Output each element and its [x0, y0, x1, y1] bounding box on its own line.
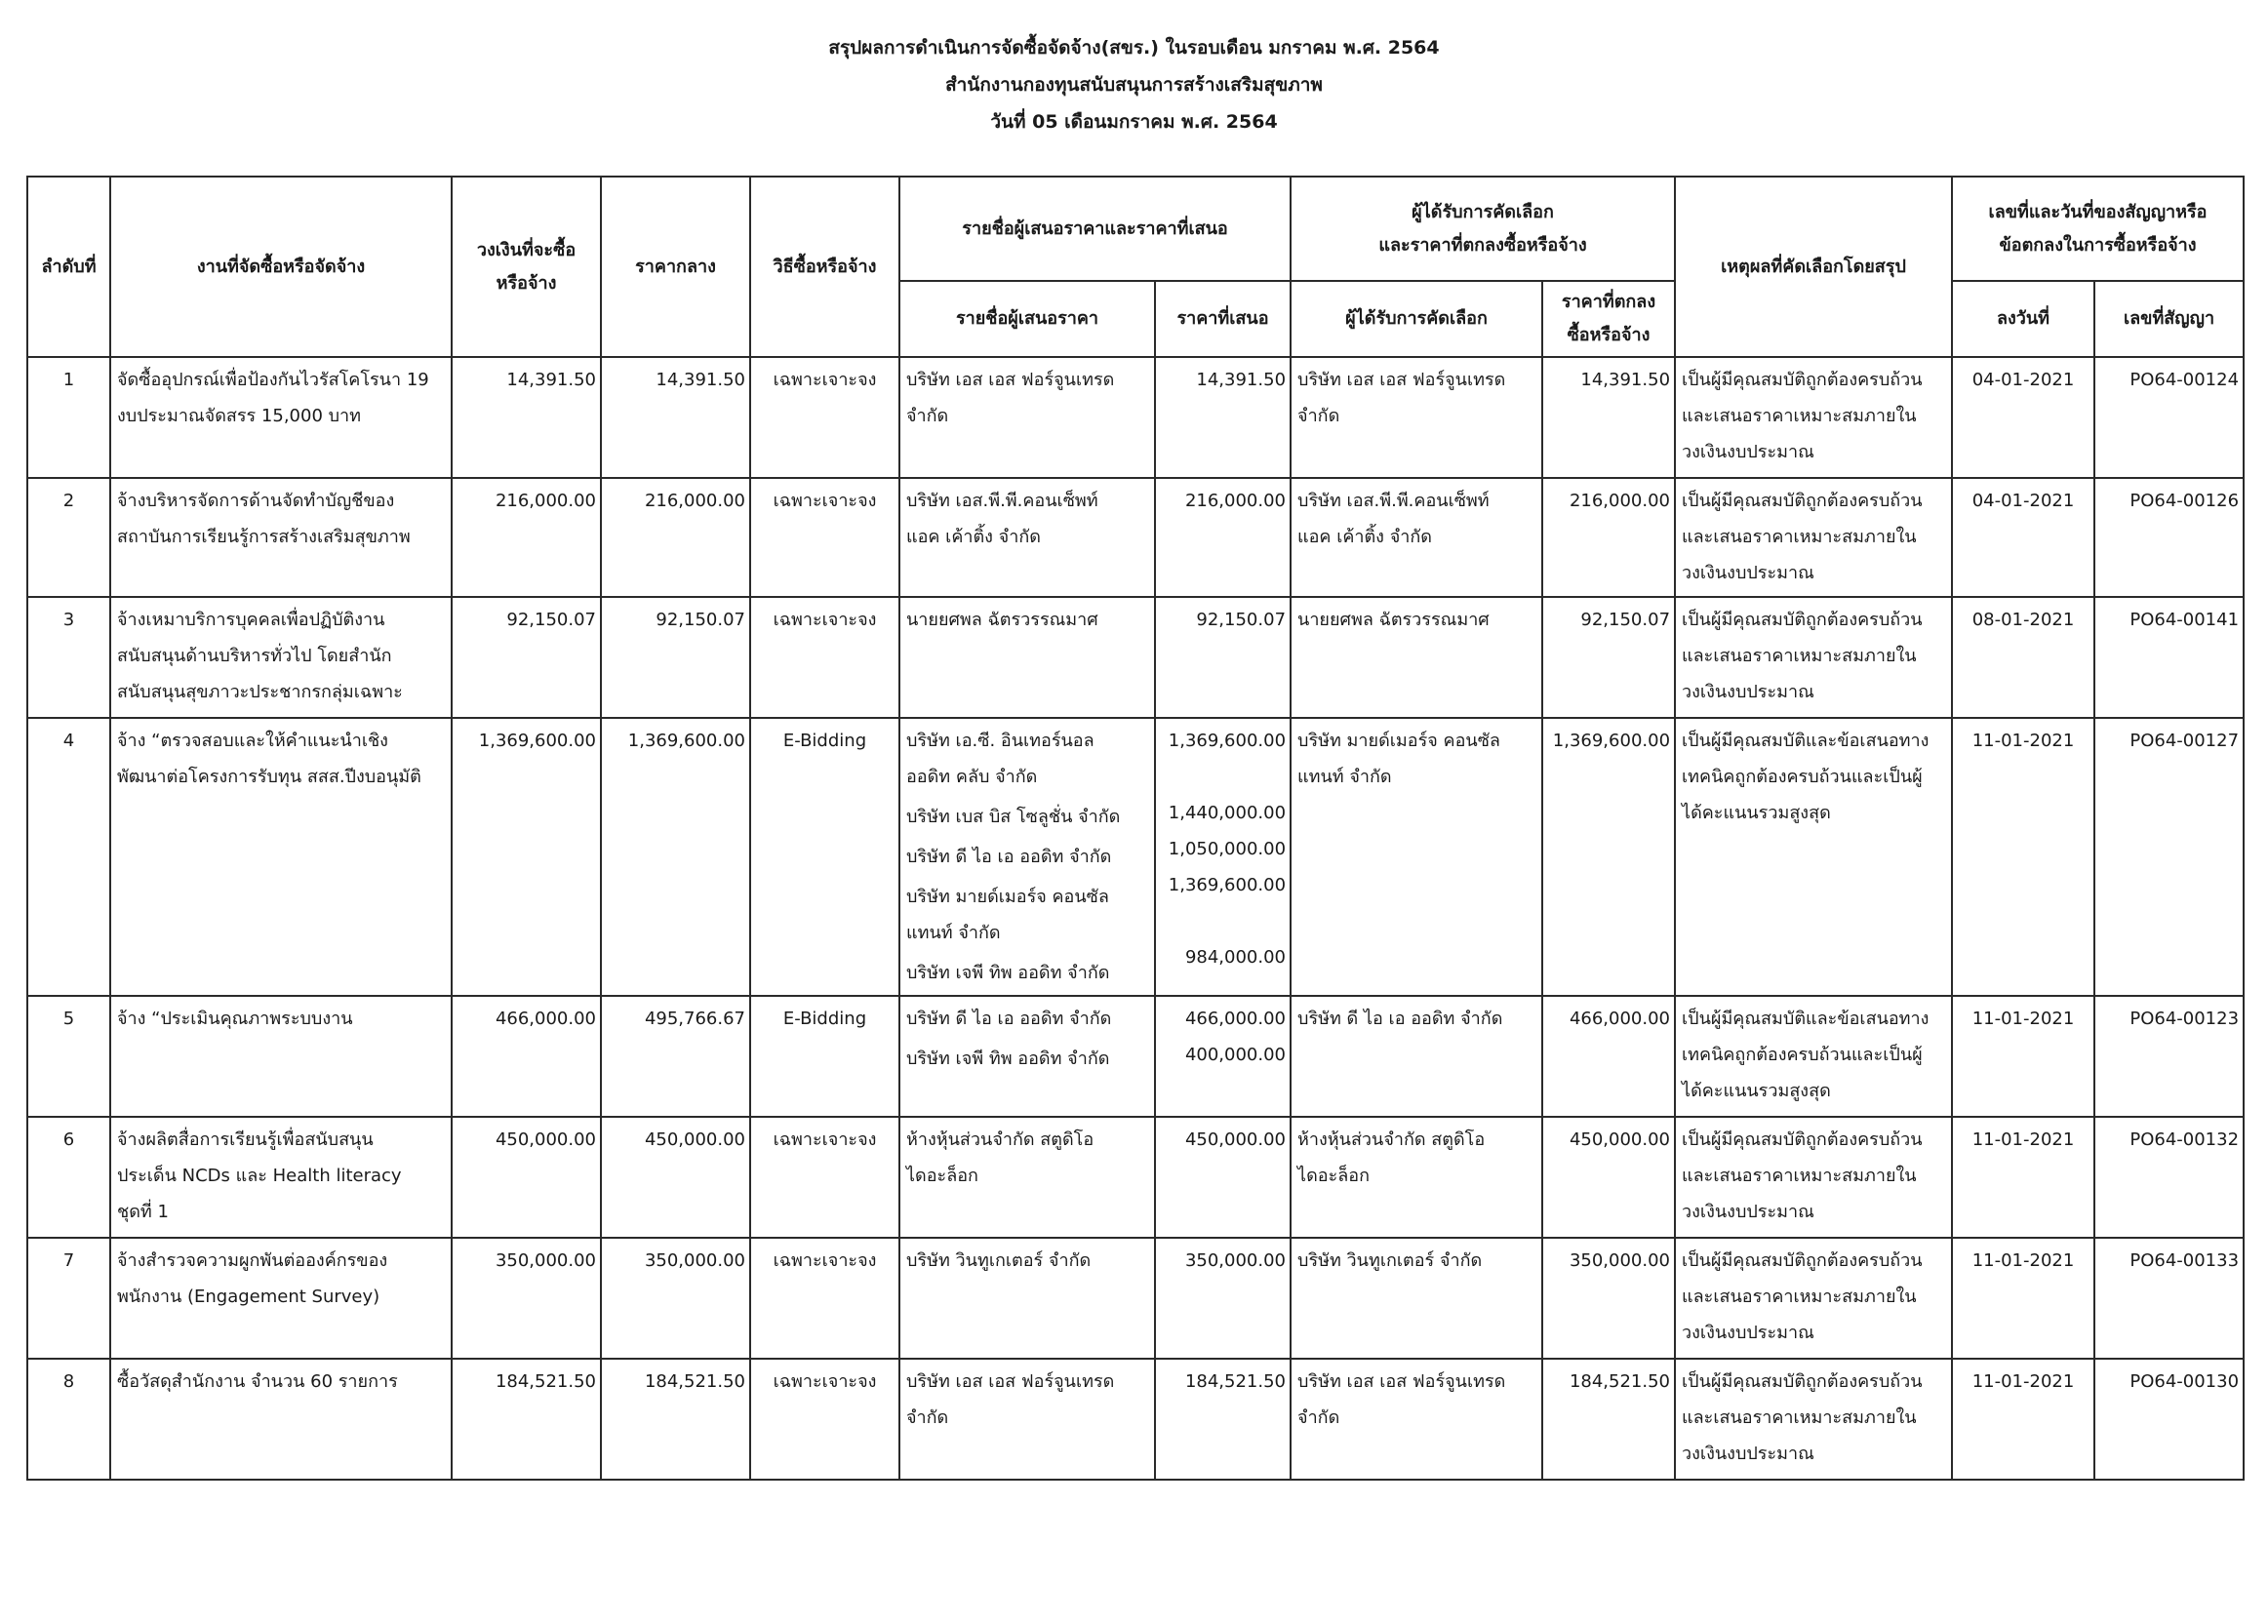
- cell-reason-line: เป็นผู้มีคุณสมบัติถูกต้องครบถ้วน: [1682, 610, 1923, 630]
- cell-reason-line: และเสนอราคาเหมาะสมภายใน: [1682, 1166, 1917, 1186]
- cell-bid-prices: [1155, 1238, 1291, 1359]
- cell-reason-line: เป็นผู้มีคุณสมบัติถูกต้องครบถ้วน: [1682, 1250, 1923, 1271]
- cell-work: [110, 1359, 452, 1480]
- cell-median-price: 1,369,600.00: [601, 718, 750, 996]
- header-work: งานที่จัดซื้อหรือจัดจ้าง: [110, 177, 452, 357]
- bidder-entry: [906, 1122, 1148, 1194]
- cell-bid-prices: [1155, 357, 1291, 478]
- cell-contract-date: 11-01-2021: [1952, 1117, 2094, 1238]
- bidder-name-line: แอค เค้าติ้ง จำกัด: [906, 527, 1041, 547]
- header-bidders-group: รายชื่อผู้เสนอราคาและราคาที่เสนอ: [899, 177, 1291, 281]
- cell-reason-line: และเสนอราคาเหมาะสมภายใน: [1682, 406, 1917, 426]
- bidder-name-line: บริษัท เอ.ซี. อินเทอร์นอล: [906, 731, 1094, 751]
- cell-work-line: จ้างผลิตสื่อการเรียนรู้เพื่อสนับสนุน: [117, 1129, 374, 1150]
- cell-winner: [1291, 357, 1542, 478]
- cell-work-line: สนับสนุนด้านบริหารทั่วไป โดยสำนัก: [117, 646, 392, 666]
- bidder-entry: [906, 1041, 1148, 1077]
- table-header: [27, 177, 2244, 357]
- bidder-entry: [906, 839, 1148, 875]
- cell-work-line: ประเด็น NCDs และ Health literacy: [117, 1166, 402, 1186]
- bid-price: 1,369,600.00: [1168, 875, 1287, 895]
- cell-winner: [1291, 996, 1542, 1117]
- cell-agreed-price: 450,000.00: [1542, 1117, 1675, 1238]
- cell-seq: 5: [27, 996, 110, 1117]
- cell-budget: 450,000.00: [452, 1117, 601, 1238]
- cell-budget: 216,000.00: [452, 478, 601, 597]
- cell-median-price: 495,766.67: [601, 996, 750, 1117]
- header-contract-group: [1952, 177, 2244, 281]
- header-budget: [452, 177, 601, 357]
- cell-winner: [1291, 718, 1542, 996]
- cell-reason-line: เป็นผู้มีคุณสมบัติถูกต้องครบถ้วน: [1682, 1129, 1923, 1150]
- cell-bidder-names: [899, 996, 1155, 1117]
- cell-agreed-price: 350,000.00: [1542, 1238, 1675, 1359]
- cell-median-price: 216,000.00: [601, 478, 750, 597]
- cell-method: เฉพาะเจาะจง: [750, 1359, 899, 1480]
- cell-winner: [1291, 1238, 1542, 1359]
- cell-reason-line: เทคนิคถูกต้องครบถ้วนและเป็นผู้: [1682, 1045, 1923, 1065]
- cell-contract-number: PO64-00132: [2094, 1117, 2244, 1238]
- header-winner-group-line: ผู้ได้รับการคัดเลือก: [1412, 201, 1554, 222]
- bidder-entry: [906, 799, 1148, 835]
- cell-winner-line: บริษัท ดี ไอ เอ ออดิท จำกัด: [1297, 1009, 1503, 1029]
- bidder-name-line: บริษัท เอส เอส ฟอร์จูนเทรด: [906, 1371, 1115, 1392]
- cell-bidder-names: [899, 1359, 1155, 1480]
- bidder-name-line: แทนท์ จำกัด: [906, 923, 1001, 943]
- cell-agreed-price: 466,000.00: [1542, 996, 1675, 1117]
- cell-winner-line: บริษัท เอส เอส ฟอร์จูนเทรด: [1297, 370, 1506, 390]
- cell-winner-line: แทนท์ จำกัด: [1297, 767, 1392, 787]
- bidder-entry: [906, 955, 1148, 991]
- cell-bid-prices: [1155, 718, 1291, 996]
- bidder-name-line: ออดิท คลับ จำกัด: [906, 767, 1038, 787]
- cell-reason: [1675, 1117, 1952, 1238]
- cell-method: เฉพาะเจาะจง: [750, 597, 899, 718]
- bidder-name-line: บริษัท เอส เอส ฟอร์จูนเทรด: [906, 370, 1115, 390]
- cell-reason: [1675, 1359, 1952, 1480]
- cell-work: [110, 718, 452, 996]
- bid-price: 466,000.00: [1184, 1009, 1287, 1029]
- bid-price: 1,369,600.00: [1168, 731, 1287, 751]
- bid-price: 400,000.00: [1184, 1045, 1287, 1065]
- cell-reason-line: เทคนิคถูกต้องครบถ้วนและเป็นผู้: [1682, 767, 1923, 787]
- cell-median-price: 350,000.00: [601, 1238, 750, 1359]
- cell-winner-line: จำกัด: [1297, 406, 1340, 426]
- bid-price: 216,000.00: [1184, 491, 1287, 511]
- cell-work: [110, 478, 452, 597]
- cell-work-line: จัดซื้ออุปกรณ์เพื่อป้องกันไวรัสโคโรนา 19: [117, 370, 429, 390]
- cell-bidder-names: [899, 718, 1155, 996]
- cell-contract-date: 11-01-2021: [1952, 718, 2094, 996]
- header-winner-group-line: และราคาที่ตกลงซื้อหรือจ้าง: [1378, 234, 1587, 256]
- cell-work-line: สถาบันการเรียนรู้การสร้างเสริมสุขภาพ: [117, 527, 411, 547]
- document-header: [0, 29, 2268, 140]
- bidder-entry: [906, 602, 1148, 638]
- cell-reason-line: และเสนอราคาเหมาะสมภายใน: [1682, 1407, 1917, 1428]
- header-budget-line: หรือจ้าง: [496, 272, 557, 294]
- bidder-name-line: จำกัด: [906, 406, 949, 426]
- cell-seq: 4: [27, 718, 110, 996]
- cell-work: [110, 996, 452, 1117]
- cell-winner-line: จำกัด: [1297, 1407, 1340, 1428]
- header-agreed-price-line: ซื้อหรือจ้าง: [1567, 325, 1651, 345]
- header-bid-price: ราคาที่เสนอ: [1155, 281, 1291, 357]
- cell-budget: 184,521.50: [452, 1359, 601, 1480]
- header-contract-group-line: เลขที่และวันที่ของสัญญาหรือ: [1988, 201, 2208, 222]
- cell-bid-prices: [1155, 1359, 1291, 1480]
- cell-contract-date: 11-01-2021: [1952, 1238, 2094, 1359]
- cell-median-price: 92,150.07: [601, 597, 750, 718]
- bidder-name-line: บริษัท เจพี ทิพ ออดิท จำกัด: [906, 1049, 1110, 1069]
- cell-budget: 350,000.00: [452, 1238, 601, 1359]
- cell-reason: [1675, 357, 1952, 478]
- bidder-entry: [906, 1243, 1148, 1279]
- cell-winner-line: บริษัท วินทูเกเตอร์ จำกัด: [1297, 1250, 1483, 1271]
- cell-contract-number: PO64-00141: [2094, 597, 2244, 718]
- cell-median-price: 450,000.00: [601, 1117, 750, 1238]
- cell-reason-line: วงเงินงบประมาณ: [1682, 682, 1814, 702]
- cell-winner-line: บริษัท เอส.พี.พี.คอนเซ็พท์: [1297, 491, 1490, 511]
- cell-reason-line: ได้คะแนนรวมสูงสุด: [1682, 803, 1831, 823]
- cell-winner-line: บริษัท มายด์เมอร์จ คอนซัล: [1297, 731, 1500, 751]
- cell-bidder-names: [899, 1238, 1155, 1359]
- cell-bidder-names: [899, 1117, 1155, 1238]
- cell-method: เฉพาะเจาะจง: [750, 1238, 899, 1359]
- header-method: วิธีซื้อหรือจ้าง: [750, 177, 899, 357]
- bid-price: 92,150.07: [1196, 610, 1287, 630]
- cell-work-line: ชุดที่ 1: [117, 1202, 169, 1222]
- cell-contract-date: 11-01-2021: [1952, 1359, 2094, 1480]
- bidder-entry: [906, 879, 1148, 951]
- header-contract-date: ลงวันที่: [1952, 281, 2094, 357]
- cell-budget: 466,000.00: [452, 996, 601, 1117]
- cell-reason-line: วงเงินงบประมาณ: [1682, 563, 1814, 583]
- cell-reason-line: เป็นผู้มีคุณสมบัติและข้อเสนอทาง: [1682, 1009, 1930, 1029]
- cell-contract-number: PO64-00123: [2094, 996, 2244, 1117]
- cell-budget: 1,369,600.00: [452, 718, 601, 996]
- cell-winner-line: ไดอะล็อก: [1297, 1166, 1370, 1186]
- cell-work-line: จ้างบริหารจัดการด้านจัดทำบัญชีของ: [117, 491, 395, 511]
- bid-price: 1,050,000.00: [1168, 839, 1287, 859]
- cell-work-line: จ้าง “ประเมินคุณภาพระบบงาน: [117, 1009, 353, 1029]
- header-budget-line: วงเงินที่จะซื้อ: [476, 239, 577, 260]
- cell-method: เฉพาะเจาะจง: [750, 478, 899, 597]
- bidder-entry: [906, 483, 1148, 555]
- cell-contract-number: PO64-00124: [2094, 357, 2244, 478]
- cell-contract-date: 11-01-2021: [1952, 996, 2094, 1117]
- document-title: สรุปผลการดำเนินการจัดซื้อจัดจ้าง(สขร.) ในรอบเดือน มกราคม พ.ศ. 2564: [828, 37, 1440, 59]
- cell-bidder-names: [899, 357, 1155, 478]
- cell-contract-number: PO64-00130: [2094, 1359, 2244, 1480]
- cell-bidder-names: [899, 597, 1155, 718]
- bidder-entry: [906, 362, 1148, 434]
- organization-name: สำนักงานกองทุนสนับสนุนการสร้างเสริมสุขภาพ: [945, 74, 1323, 96]
- bid-price: 350,000.00: [1184, 1250, 1287, 1271]
- cell-contract-number: PO64-00126: [2094, 478, 2244, 597]
- cell-contract-date: 08-01-2021: [1952, 597, 2094, 718]
- bidder-entry: [906, 1364, 1148, 1436]
- header-bidder-name: รายชื่อผู้เสนอราคา: [899, 281, 1155, 357]
- cell-reason-line: วงเงินงบประมาณ: [1682, 1323, 1814, 1343]
- cell-budget: 14,391.50: [452, 357, 601, 478]
- cell-reason-line: เป็นผู้มีคุณสมบัติถูกต้องครบถ้วน: [1682, 1371, 1923, 1392]
- cell-winner-line: นายยศพล ฉัตรวรรณมาศ: [1297, 610, 1490, 630]
- header-agreed-price-line: ราคาที่ตกลง: [1561, 292, 1656, 312]
- bid-price: 14,391.50: [1196, 370, 1287, 390]
- cell-seq: 8: [27, 1359, 110, 1480]
- cell-agreed-price: 92,150.07: [1542, 597, 1675, 718]
- table-row: [27, 718, 2244, 996]
- cell-reason-line: วงเงินงบประมาณ: [1682, 1202, 1814, 1222]
- cell-bid-prices: [1155, 597, 1291, 718]
- header-contract-group-line: ข้อตกลงในการซื้อหรือจ้าง: [1999, 234, 2197, 256]
- cell-reason: [1675, 718, 1952, 996]
- cell-seq: 6: [27, 1117, 110, 1238]
- bidder-name-line: บริษัท เจพี ทิพ ออดิท จำกัด: [906, 963, 1110, 983]
- cell-reason-line: และเสนอราคาเหมาะสมภายใน: [1682, 1287, 1917, 1307]
- cell-median-price: 14,391.50: [601, 357, 750, 478]
- cell-reason-line: และเสนอราคาเหมาะสมภายใน: [1682, 527, 1917, 547]
- cell-reason-line: และเสนอราคาเหมาะสมภายใน: [1682, 646, 1917, 666]
- table-row: [27, 1117, 2244, 1238]
- cell-reason-line: วงเงินงบประมาณ: [1682, 1444, 1814, 1464]
- cell-work: [110, 597, 452, 718]
- header-median-price: ราคากลาง: [601, 177, 750, 357]
- cell-bid-prices: [1155, 478, 1291, 597]
- bidder-name-line: บริษัท มายด์เมอร์จ คอนซัล: [906, 887, 1109, 907]
- cell-reason-line: เป็นผู้มีคุณสมบัติถูกต้องครบถ้วน: [1682, 491, 1923, 511]
- bidder-name-line: บริษัท วินทูเกเตอร์ จำกัด: [906, 1250, 1092, 1271]
- cell-work-line: จ้าง “ตรวจสอบและให้คำแนะนำเชิง: [117, 731, 388, 751]
- bid-price: 184,521.50: [1184, 1371, 1287, 1392]
- bidder-name-line: ไดอะล็อก: [906, 1166, 978, 1186]
- cell-work-line: ซื้อวัสดุสำนักงาน จำนวน 60 รายการ: [117, 1371, 398, 1392]
- header-agreed-price: [1542, 281, 1675, 357]
- cell-bidder-names: [899, 478, 1155, 597]
- cell-agreed-price: 1,369,600.00: [1542, 718, 1675, 996]
- cell-reason: [1675, 996, 1952, 1117]
- bidder-name-line: จำกัด: [906, 1407, 949, 1428]
- table-row: [27, 597, 2244, 718]
- cell-contract-number: PO64-00127: [2094, 718, 2244, 996]
- header-winner-group: [1291, 177, 1675, 281]
- header-contract-number: เลขที่สัญญา: [2094, 281, 2244, 357]
- procurement-table: [26, 176, 2245, 1481]
- cell-contract-date: 04-01-2021: [1952, 478, 2094, 597]
- table-row: [27, 996, 2244, 1117]
- cell-method: เฉพาะเจาะจง: [750, 1117, 899, 1238]
- cell-reason: [1675, 1238, 1952, 1359]
- table-row: [27, 1238, 2244, 1359]
- bidder-entry: [906, 1001, 1148, 1037]
- cell-work-line: งบประมาณจัดสรร 15,000 บาท: [117, 406, 362, 426]
- cell-median-price: 184,521.50: [601, 1359, 750, 1480]
- bid-price: 1,440,000.00: [1168, 803, 1287, 823]
- cell-seq: 2: [27, 478, 110, 597]
- cell-winner: [1291, 1117, 1542, 1238]
- cell-reason-line: ได้คะแนนรวมสูงสุด: [1682, 1081, 1831, 1101]
- cell-reason-line: วงเงินงบประมาณ: [1682, 442, 1814, 462]
- cell-work-line: พัฒนาต่อโครงการรับทุน สสส.ปีงบอนุมัติ: [117, 767, 421, 787]
- header-seq: ลำดับที่: [27, 177, 110, 357]
- bid-price: 450,000.00: [1184, 1129, 1287, 1150]
- cell-bid-prices: [1155, 1117, 1291, 1238]
- table-row: [27, 357, 2244, 478]
- cell-agreed-price: 216,000.00: [1542, 478, 1675, 597]
- cell-seq: 7: [27, 1238, 110, 1359]
- table-row: [27, 478, 2244, 597]
- cell-work-line: จ้างเหมาบริการบุคคลเพื่อปฏิบัติงาน: [117, 610, 385, 630]
- cell-winner: [1291, 478, 1542, 597]
- cell-reason: [1675, 478, 1952, 597]
- cell-work-line: พนักงาน (Engagement Survey): [117, 1287, 380, 1307]
- cell-winner-line: ห้างหุ้นส่วนจำกัด สตูดิโอ: [1297, 1129, 1486, 1150]
- cell-agreed-price: 14,391.50: [1542, 357, 1675, 478]
- bidder-name-line: บริษัท เอส.พี.พี.คอนเซ็พท์: [906, 491, 1098, 511]
- bidder-entry: [906, 723, 1148, 795]
- cell-contract-date: 04-01-2021: [1952, 357, 2094, 478]
- cell-work: [110, 1238, 452, 1359]
- cell-bid-prices: [1155, 996, 1291, 1117]
- cell-reason-line: เป็นผู้มีคุณสมบัติและข้อเสนอทาง: [1682, 731, 1930, 751]
- cell-method: E-Bidding: [750, 718, 899, 996]
- cell-budget: 92,150.07: [452, 597, 601, 718]
- bidder-name-line: นายยศพล ฉัตรวรรณมาศ: [906, 610, 1098, 630]
- bidder-name-line: บริษัท ดี ไอ เอ ออดิท จำกัด: [906, 847, 1112, 867]
- cell-winner: [1291, 1359, 1542, 1480]
- cell-winner-line: บริษัท เอส เอส ฟอร์จูนเทรด: [1297, 1371, 1506, 1392]
- cell-method: E-Bidding: [750, 996, 899, 1117]
- cell-reason: [1675, 597, 1952, 718]
- cell-contract-number: PO64-00133: [2094, 1238, 2244, 1359]
- cell-seq: 3: [27, 597, 110, 718]
- cell-winner-line: แอค เค้าติ้ง จำกัด: [1297, 527, 1432, 547]
- cell-method: เฉพาะเจาะจง: [750, 357, 899, 478]
- cell-winner: [1291, 597, 1542, 718]
- cell-work: [110, 1117, 452, 1238]
- bidder-name-line: ห้างหุ้นส่วนจำกัด สตูดิโอ: [906, 1129, 1094, 1150]
- table-row: [27, 1359, 2244, 1480]
- table-body: [27, 357, 2244, 1480]
- cell-work-line: สนับสนุนสุขภาวะประชากรกลุ่มเฉพาะ: [117, 682, 403, 702]
- cell-agreed-price: 184,521.50: [1542, 1359, 1675, 1480]
- bidder-name-line: บริษัท เบส บิส โซลูชั่น จำกัด: [906, 807, 1121, 827]
- cell-seq: 1: [27, 357, 110, 478]
- header-reason: เหตุผลที่คัดเลือกโดยสรุป: [1675, 177, 1952, 357]
- bid-price: 984,000.00: [1184, 947, 1287, 968]
- cell-work: [110, 357, 452, 478]
- header-winner-name: ผู้ได้รับการคัดเลือก: [1291, 281, 1542, 357]
- bidder-name-line: บริษัท ดี ไอ เอ ออดิท จำกัด: [906, 1009, 1112, 1029]
- document-date: วันที่ 05 เดือนมกราคม พ.ศ. 2564: [990, 111, 1278, 133]
- cell-reason-line: เป็นผู้มีคุณสมบัติถูกต้องครบถ้วน: [1682, 370, 1923, 390]
- cell-work-line: จ้างสำรวจความผูกพันต่อองค์กรของ: [117, 1250, 388, 1271]
